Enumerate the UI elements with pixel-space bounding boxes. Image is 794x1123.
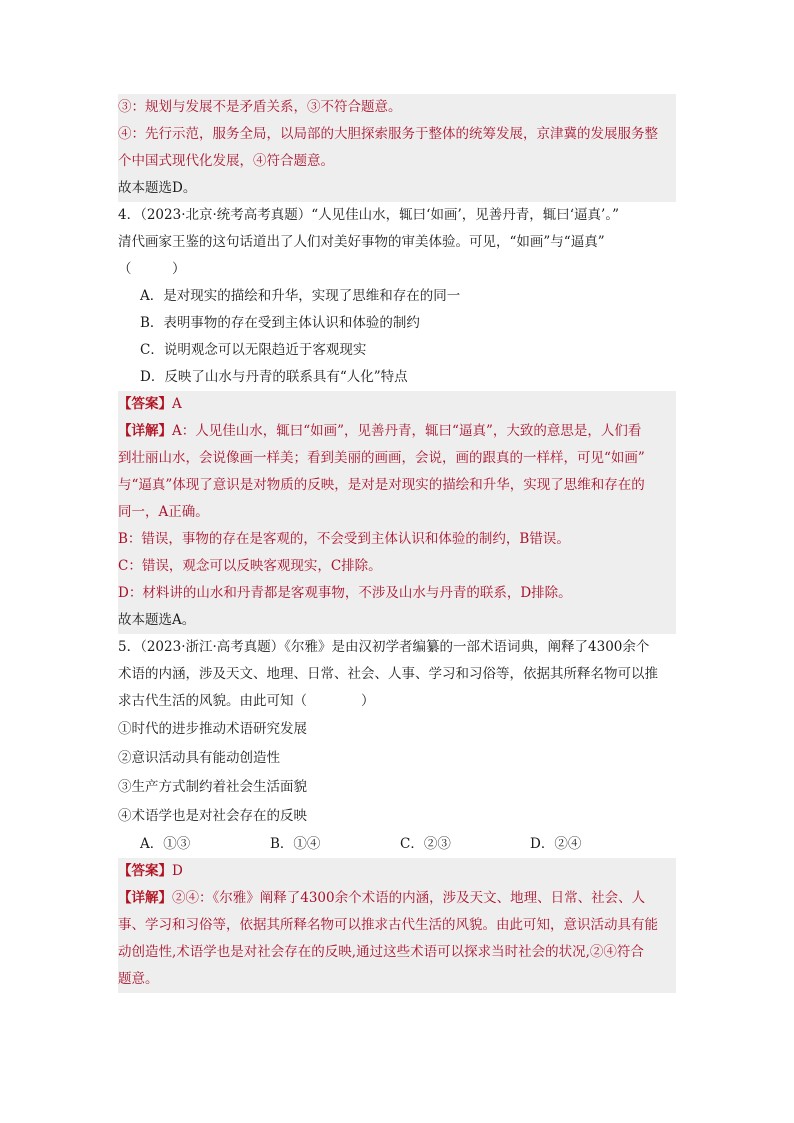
q4-answer: A	[172, 396, 182, 412]
answer-tag: 【答案】	[118, 863, 172, 879]
answer-tag: 【答案】	[118, 396, 172, 412]
q4-stem-line-1: 4．（2023·北京·统考高考真题）“人见佳山水，辄曰‘如画’，见善丹青，辄曰‘逼真’。”	[118, 207, 619, 223]
q5-stem-line-2: 术语的内涵，涉及天文、地理、日常、社会、人事、学习和习俗等，依据其所释名物可以推	[118, 666, 658, 682]
q4-detail-line-1	[118, 418, 676, 445]
q4-option-b: B．表明事物的存在受到主体认识和体验的制约	[140, 315, 420, 331]
q5-detail-line-2: 事、学习和习俗等，依据其所释名物可以推求古代生活的风貌。由此可知，意识活动具有能	[118, 917, 658, 933]
q5-item-4: ④术语学也是对社会存在的反映	[118, 808, 307, 824]
q5-detail-line-3: 动创造性,术语学也是对社会存在的反映,通过这些术语可以探求当时社会的状况,②④符合	[118, 944, 644, 960]
q4-detail-c: C：错误，观念可以反映客观现实，C排除。	[118, 558, 382, 574]
q4-answer-block	[118, 391, 676, 634]
q5-choice-c: C．②③	[400, 836, 451, 852]
q5-detail-line-1	[118, 885, 676, 912]
q5-stem-line-1: 5．（2023·浙江·高考真题）《尔雅》是由汉初学者编纂的一部术语词典，阐释了4300余个	[118, 639, 650, 655]
detail-tag: 【详解】	[118, 423, 172, 439]
q4-detail-d: D：材料讲的山水和丹青都是客观事物，不涉及山水与丹青的联系，D排除。	[118, 585, 572, 601]
q5-item-3: ③生产方式制约着社会生活面貌	[118, 779, 307, 795]
analysis-line-4a: ④：先行示范，服务全局，以局部的大胆探索服务于整体的统筹发展，京津冀的发展服务整	[118, 126, 658, 142]
q5-detail-line-4: 题意。	[118, 971, 159, 987]
q4-option-a: A．是对现实的描绘和升华，实现了思维和存在的同一	[140, 288, 461, 304]
analysis-line-3: ③：规划与发展不是矛盾关系，③不符合题意。	[118, 99, 402, 115]
analysis-line-4b: 个中国式现代化发展，④符合题意。	[118, 153, 334, 169]
q4-detail-line-2: 到壮丽山水，会说像画一样美；看到美丽的画画，会说，画的跟真的一样样，可见“如画”	[118, 450, 645, 466]
q5-item-1: ①时代的进步推动术语研究发展	[118, 721, 307, 737]
q5-choice-b: B．①④	[270, 836, 321, 852]
q5-detail-text-1: ②④：《尔雅》阐释了4300余个术语的内涵，涉及天文、地理、日常、社会、人	[172, 890, 646, 906]
conclusion: 故本题选D。	[118, 180, 197, 196]
detail-tag: 【详解】	[118, 890, 172, 906]
q4-option-c: C．说明观念可以无限趋近于客观现实	[140, 342, 367, 358]
q5-item-2: ②意识活动具有能动创造性	[118, 750, 280, 766]
q4-stem-line-2: 清代画家王鉴的这句话道出了人们对美好事物的审美体验。可见，“如画”与“逼真”	[118, 234, 605, 250]
q5-answer: D	[172, 863, 183, 879]
previous-answer-block	[118, 94, 676, 202]
q5-answer-block	[118, 858, 676, 993]
q4-conclusion: 故本题选A。	[118, 612, 196, 628]
q4-detail-text-1: A：人见佳山水，辄曰“如画”，见善丹青，辄曰“逼真”，大致的意思是，人们看	[172, 423, 642, 439]
page-content	[118, 94, 676, 993]
q4-detail-b: B：错误，事物的存在是客观的，不会受到主体认识和体验的制约，B错误。	[118, 531, 570, 547]
q4-stem-line-3: （ ）	[118, 261, 186, 277]
q5-choices	[118, 831, 676, 858]
question-5	[118, 634, 676, 858]
q5-choice-d: D．②④	[530, 836, 582, 852]
q4-detail-line-3: 与“逼真”体现了意识是对物质的反映，是对是对现实的描绘和升华，实现了思维和存在的	[118, 477, 645, 493]
q4-detail-line-4: 同一，A正确。	[118, 504, 209, 520]
q4-answer-line	[118, 391, 676, 418]
q5-choice-a: A．①③	[140, 836, 191, 852]
q4-option-d: D．反映了山水与丹青的联系具有“人化”特点	[140, 369, 408, 385]
q5-stem-line-3: 求古代生活的风貌。由此可知（ ）	[118, 693, 375, 709]
q5-answer-line	[118, 858, 676, 885]
question-4	[118, 202, 676, 391]
